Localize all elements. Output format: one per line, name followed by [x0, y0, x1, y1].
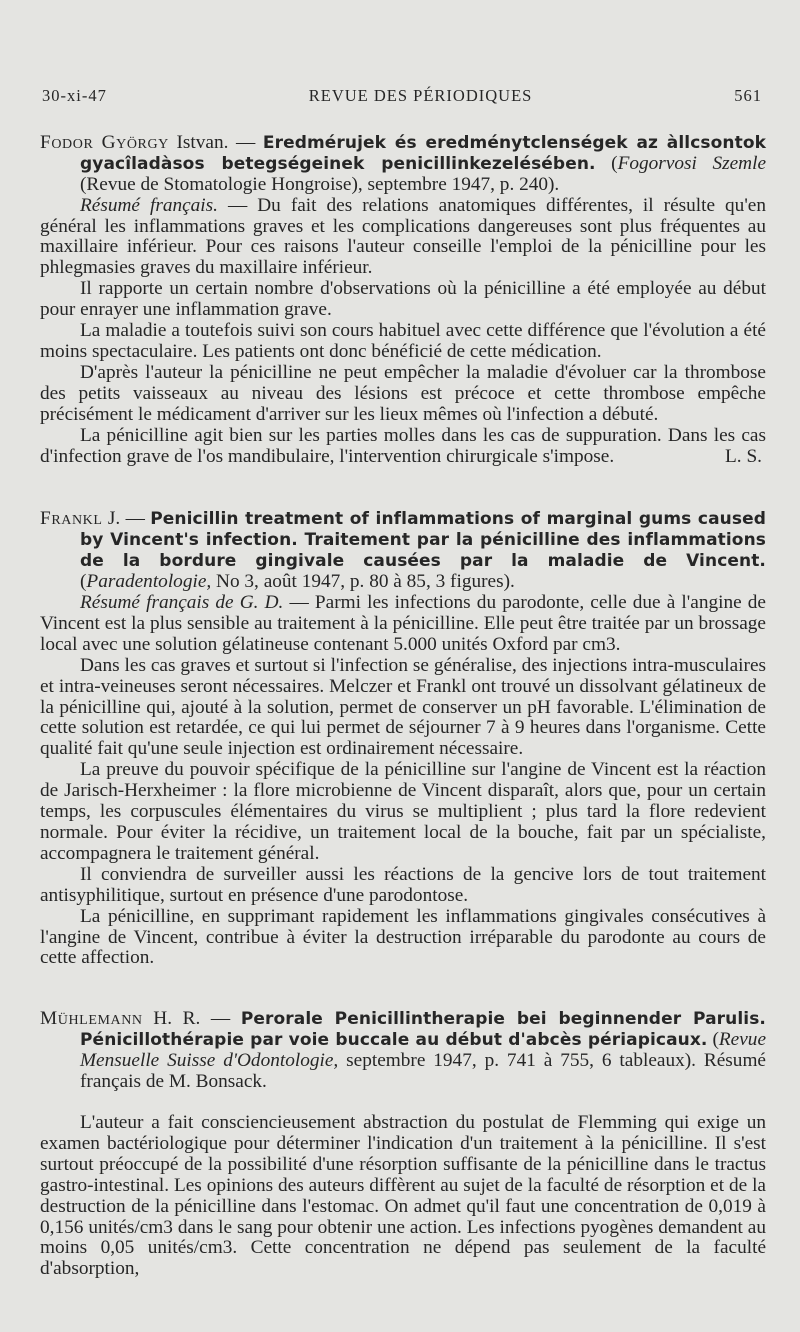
summary-paragraph: Résumé français. — Du fait des relations anatomiques différentes, il résulte qu'en général les inflammations graves et les complications dangereuses sont plus fréquentes au maxillaire inférieur. Pour ces raisons l'auteur conseille l'emploi de la pénicilline pour les phlegmasies graves du maxillaire inférieur.	[40, 194, 766, 279]
body-paragraph: Il conviendra de surveiller aussi les réactions de la gencive lors de tout traitement antisyphilitique, surtout en présence d'une parodontose.	[40, 863, 766, 906]
source-journal: Paradentologie,	[86, 571, 212, 593]
article-frankl	[40, 509, 766, 969]
summary-paragraph: Résumé français de G. D. — Parmi les infections du parodonte, celle due à l'angine de Vincent est la plus sensible au traitement à la pénicilline. Elle peut être traitée par un brossage local avec une solution gélatineuse contenant 5.000 unités Oxford par cm3.	[40, 592, 766, 655]
summary-label: Résumé français de G. D.	[80, 592, 284, 614]
body-paragraph: Il rapporte un certain nombre d'observations où la pénicilline a été employée au début pour enrayer une inflammation grave.	[40, 278, 766, 321]
source-details: septembre 1947, p. 741 à 755, 6 tableaux). Résumé français de M. Bonsack.	[80, 1050, 766, 1093]
article-heading	[40, 509, 766, 593]
article-title: Penicillin treatment of inflammations of marginal gums caused by Vincent's infection. Traitement par la pénicilline des inflammations de la bordure gingivale causées par la maladie de Vincent.	[80, 509, 766, 572]
body-paragraph: Dans les cas graves et surtout si l'infection se généralise, des injections intra-musculaires et intra-veineuses seront nécessaires. Melczer et Frankl ont trouvé un dissolvant gélatineux de la pénicilline qui, ajouté à la solution, permet de conserver un pH favorable. L'élimination de cette solution est retardée, ce qui lui permet de séjourner 7 à 9 heures dans l'organisme. Cette qualité fait qu'une seule injection est ordinairement nécessaire.	[40, 654, 766, 760]
body-paragraph: D'après l'auteur la pénicilline ne peut empêcher la maladie d'évoluer car la thrombose des petits vaisseaux au niveau des lésions est précoce et cette thrombose empêche précisément le médicament d'arriver sur les lieux mêmes où l'infection a débuté.	[40, 361, 766, 425]
source-details: (Revue de Stomatologie Hongroise), septembre 1947, p. 240).	[80, 173, 560, 195]
source-open: (	[80, 571, 87, 593]
body-paragraph: La pénicilline agit bien sur les parties molles dans les cas de suppuration. Dans les cas d'infection grave de l'os mandibulaire, l'intervention chirurgicale s'impose. L. S.	[40, 424, 766, 467]
article-title: Eredmérujek és eredménytclenségek az àllcsontok gyacîladàsos betegségeinek penicillinkezelésében.	[80, 132, 767, 174]
header-journal-title: REVUE DES PÉRIODIQUES	[308, 86, 533, 105]
author-name: Frankl	[40, 508, 103, 530]
source-journal: Fogorvosi Szemle	[617, 152, 767, 174]
source-open: (	[707, 1029, 719, 1051]
header-page-number: 561	[734, 86, 762, 105]
author-rest: J.	[102, 508, 121, 530]
body-paragraph: La preuve du pouvoir spécifique de la pénicilline sur l'angine de Vincent est la réaction de Jarisch-Herxheimer : la flore microbienne de Vincent disparaît, alors que, pour un certain temps, les corpuscules élémentaires du virus se multiplient ; plus tard la flore redevient normale. Pour éviter la récidive, un traitement local de la bouche, fait par un spécialiste, accompagnera le traitement général.	[40, 759, 766, 864]
article-muhlemann	[40, 1009, 766, 1280]
author-name: Mühlemann	[40, 1008, 143, 1030]
running-header	[40, 86, 766, 107]
body-paragraph: La maladie a toutefois suivi son cours habituel avec cette différence que l'évolution a été moins spectaculaire. Les patients ont donc bénéficié de cette médication.	[40, 320, 766, 362]
article-fodor	[40, 133, 766, 468]
body-paragraph: La pénicilline, en supprimant rapidement les inflammations gingivales consécutives à l'angine de Vincent, contribue à éviter la destruction irréparable du parodonte au cours de cette affection.	[40, 905, 766, 969]
heading-dash: —	[228, 131, 263, 153]
reviewer-signature: L. S.	[725, 445, 762, 467]
source-open: (	[595, 152, 618, 174]
heading-dash: —	[200, 1008, 241, 1030]
author-rest: Istvan.	[168, 131, 229, 153]
author-rest: H. R.	[142, 1008, 201, 1030]
article-heading	[40, 1009, 766, 1093]
author-name: Fodor György	[40, 131, 169, 153]
body-paragraph: L'auteur a fait consciencieusement abstraction du postulat de Flemming qui exige un examen bactériologique pour déterminer l'indication d'un traitement à la pénicilline. Il s'est surtout préoccupé de la possibilité d'une résorption suffisante de la pénicilline dans le tractus gastro-intestinal. Les opinions des auteurs diffèrent au sujet de la faculté de résorption et de la destruction de la pénicilline dans l'estomac. On admet qu'il faut une concentration de 0,019 à 0,156 unités/cm3 dans le sang pour obtenir une action. Les infections pyogènes demandent au moins 0,05 unités/cm3. Cette concentration ne dépend pas seulement de la faculté d'absorption,	[40, 1111, 766, 1280]
header-date: 30-xi-47	[42, 86, 107, 105]
summary-label: Résumé français.	[80, 194, 218, 216]
heading-dash: —	[120, 508, 151, 530]
article-heading	[40, 133, 766, 196]
article-title: Perorale Penicillintherapie bei beginnender Parulis. Pénicillothérapie par voie buccale au début d'abcès périapicaux.	[80, 1009, 766, 1051]
source-journal: Revue Mensuelle Suisse d'Odontologie,	[80, 1029, 766, 1072]
source-details: No 3, août 1947, p. 80 à 85, 3 figures).	[211, 571, 515, 593]
